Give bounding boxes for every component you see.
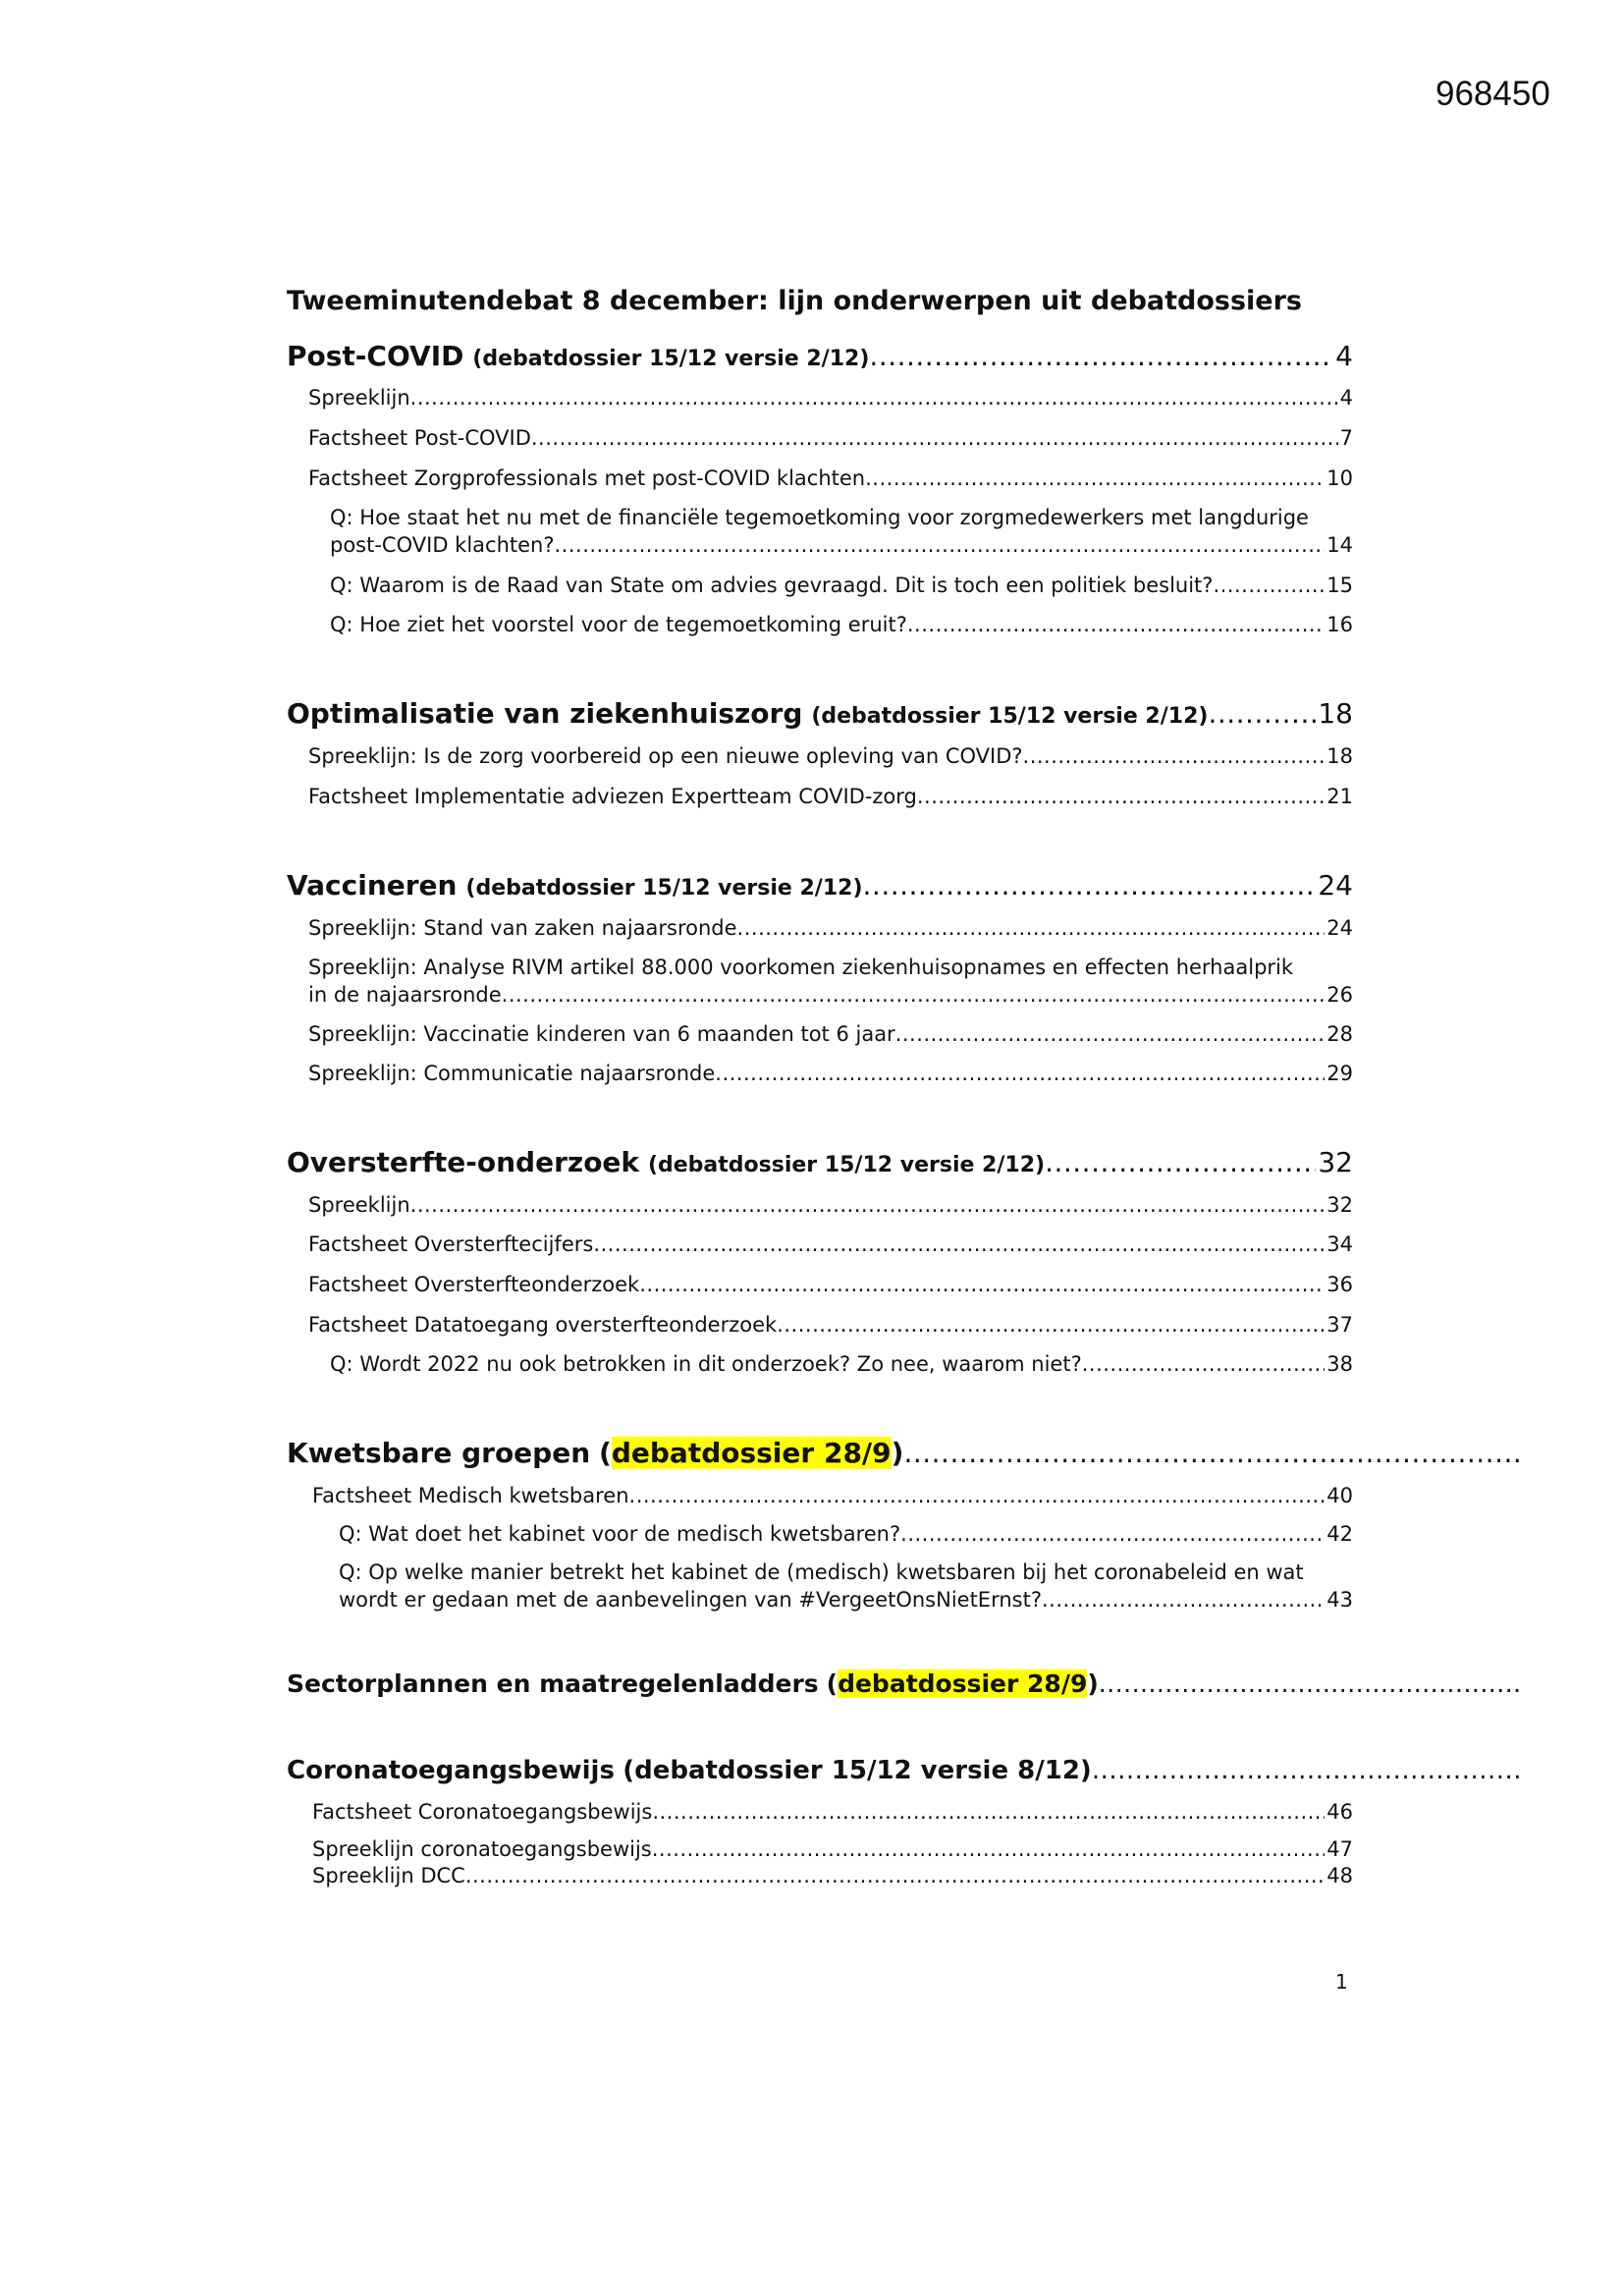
entry-text-line1: Q: Hoe staat het nu met de financiële tegemoetkoming voor zorgmedewerkers met langdurige <box>330 506 1309 529</box>
page-ref: 32 <box>1318 1146 1353 1178</box>
toc-entry[interactable] <box>308 1060 1353 1087</box>
page-ref: 43 <box>1326 1588 1353 1612</box>
toc-entry[interactable] <box>308 1020 1353 1048</box>
page-ref: 46 <box>1326 1800 1353 1824</box>
page-ref: 24 <box>1318 869 1353 902</box>
toc-heading-post-covid[interactable] <box>287 339 1353 377</box>
entry-text: wordt er gedaan met de aanbevelingen van #VergeetOnsNietErnst? <box>339 1588 1042 1612</box>
heading-text: Optimalisatie van ziekenhuiszorg <box>287 697 803 730</box>
entry-text: Spreeklijn <box>308 1193 410 1217</box>
heading-text: Vaccineren <box>287 869 458 902</box>
toc-entry[interactable] <box>330 572 1353 599</box>
page-number: 1 <box>1335 1970 1348 1994</box>
toc-entry[interactable] <box>339 1520 1353 1548</box>
entry-text: in de najaarsronde <box>308 983 502 1007</box>
page-ref: 21 <box>1326 785 1353 808</box>
toc-heading-vaccineren[interactable] <box>287 868 1353 906</box>
toc-entry[interactable] <box>308 424 1353 452</box>
entry-text: Q: Waarom is de Raad van State om advies gevraagd. Dit is toch een politiek besluit? <box>330 574 1214 597</box>
toc-entry[interactable] <box>339 1586 1353 1613</box>
heading-text: Coronatoegangsbewijs <box>287 1756 615 1785</box>
heading-dossier: (debatdossier 15/12 versie 2/12) <box>647 1153 1046 1177</box>
page-ref: 24 <box>1326 916 1353 940</box>
page-ref: 14 <box>1326 533 1353 557</box>
toc-entry[interactable] <box>308 914 1353 942</box>
toc-entry[interactable] <box>308 1311 1353 1339</box>
entry-text-line1: Spreeklijn: Analyse RIVM artikel 88.000 voorkomen ziekenhuisopnames en effecten herhaalprik <box>308 956 1294 979</box>
entry-text: Factsheet Coronatoegangsbewijs <box>312 1800 653 1824</box>
entry-text: Q: Wordt 2022 nu ook betrokken in dit onderzoek? Zo nee, waarom niet? <box>330 1352 1082 1376</box>
toc-heading-sectorplannen[interactable]: Sectorplannen en maatregelenladders (debatdossier 28/9) ..... <box>287 1667 1522 1702</box>
toc-entry[interactable] <box>308 1230 1353 1258</box>
toc-entry[interactable] <box>308 742 1353 770</box>
entry-text: Spreeklijn: Stand van zaken najaarsronde <box>308 916 737 940</box>
page-ref: 15 <box>1326 574 1353 597</box>
heading-text: Post-COVID <box>287 340 464 372</box>
page-ref: 47 <box>1326 1837 1353 1861</box>
page-ref: 18 <box>1326 744 1353 768</box>
entry-text: Spreeklijn coronatoegangsbewijs <box>312 1837 652 1861</box>
toc-entry[interactable] <box>308 384 1353 411</box>
toc-heading-oversterfte[interactable] <box>287 1145 1353 1183</box>
heading-text: Oversterfte-onderzoek <box>287 1146 640 1178</box>
entry-text: post-COVID klachten? <box>330 533 555 557</box>
page-ref: 37 <box>1326 1313 1353 1337</box>
entry-text: Spreeklijn: Communicatie najaarsronde <box>308 1062 716 1085</box>
entry-text: Spreeklijn: Is de zorg voorbereid op een nieuwe opleving van COVID? <box>308 744 1023 768</box>
toc-entry[interactable] <box>312 1862 1353 1889</box>
toc-entry[interactable] <box>308 981 1353 1009</box>
entry-text: Q: Wat doet het kabinet voor de medisch kwetsbaren? <box>339 1522 901 1546</box>
entry-text: Factsheet Zorgprofessionals met post-COVID klachten <box>308 466 866 490</box>
page-ref: 26 <box>1326 983 1353 1007</box>
toc-entry[interactable] <box>312 1482 1353 1509</box>
heading-dossier: (debatdossier 15/12 versie 2/12) <box>472 347 870 371</box>
toc-heading-kwetsbare-groepen[interactable]: Kwetsbare groepen (debatdossier 28/9) ..... <box>287 1436 1522 1471</box>
page-ref: 36 <box>1326 1273 1353 1296</box>
entry-text: Factsheet Implementatie adviezen Expertteam COVID-zorg <box>308 785 917 808</box>
toc-entry[interactable] <box>330 611 1353 638</box>
entry-text: Factsheet Oversterftecijfers <box>308 1232 594 1256</box>
heading-dossier: (debatdossier 15/12 versie 2/12) <box>465 876 863 901</box>
toc-entry[interactable] <box>308 465 1353 492</box>
heading-dossier: (debatdossier 15/12 versie 8/12) <box>623 1756 1092 1785</box>
page-ref: 48 <box>1326 1864 1353 1887</box>
toc-entry[interactable] <box>330 1350 1353 1378</box>
toc-entry[interactable] <box>308 783 1353 810</box>
page-ref: 42 <box>1326 1522 1353 1546</box>
entry-text: Spreeklijn DCC <box>312 1864 465 1887</box>
page-ref: 4 <box>1335 340 1353 372</box>
entry-text-line1: Q: Op welke manier betrekt het kabinet de (medisch) kwetsbaren bij het coronabeleid en wat <box>339 1560 1304 1584</box>
page-ref: 10 <box>1326 466 1353 490</box>
page-ref: 34 <box>1326 1232 1353 1256</box>
entry-text: Spreeklijn: Vaccinatie kinderen van 6 maanden tot 6 jaar <box>308 1022 895 1046</box>
page-ref: 16 <box>1326 613 1353 636</box>
page-ref: 40 <box>1326 1484 1353 1507</box>
entry-text: Factsheet Post-COVID <box>308 426 531 450</box>
heading-text: Kwetsbare groepen <box>287 1437 591 1469</box>
heading-dossier: (debatdossier 15/12 versie 2/12) <box>811 704 1209 729</box>
page-ref: 29 <box>1326 1062 1353 1085</box>
page-ref: 32 <box>1326 1193 1353 1217</box>
heading-text: Sectorplannen en maatregelenladders <box>287 1669 819 1698</box>
entry-text: Factsheet Oversterfteonderzoek <box>308 1273 640 1296</box>
toc-entry[interactable] <box>308 1271 1353 1298</box>
page-ref: 28 <box>1326 1022 1353 1046</box>
page-ref: 7 <box>1339 426 1353 450</box>
page-ref: 38 <box>1326 1352 1353 1376</box>
toc-entry[interactable] <box>308 1191 1353 1219</box>
dossier-highlight: debatdossier 28/9 <box>611 1437 892 1469</box>
page-title: Tweeminutendebat 8 december: lijn onderwerpen uit debatdossiers <box>287 286 1303 316</box>
entry-text: Factsheet Datatoegang oversterfteonderzoek <box>308 1313 778 1337</box>
entry-text: Q: Hoe ziet het voorstel voor de tegemoetkoming eruit? <box>330 613 907 636</box>
toc-heading-coronatoegangsbewijs[interactable] <box>287 1753 1522 1788</box>
toc-entry[interactable] <box>312 1835 1353 1863</box>
page-ref: 18 <box>1318 697 1353 730</box>
document-id: 968450 <box>1435 75 1550 113</box>
entry-text: Spreeklijn <box>308 386 410 410</box>
dossier-highlight: debatdossier 28/9 <box>838 1669 1088 1698</box>
toc-entry[interactable] <box>330 531 1353 559</box>
toc-entry[interactable] <box>312 1798 1353 1826</box>
entry-text: Factsheet Medisch kwetsbaren <box>312 1484 629 1507</box>
toc-heading-ziekenhuiszorg[interactable] <box>287 696 1353 735</box>
page-ref: 4 <box>1339 386 1353 410</box>
